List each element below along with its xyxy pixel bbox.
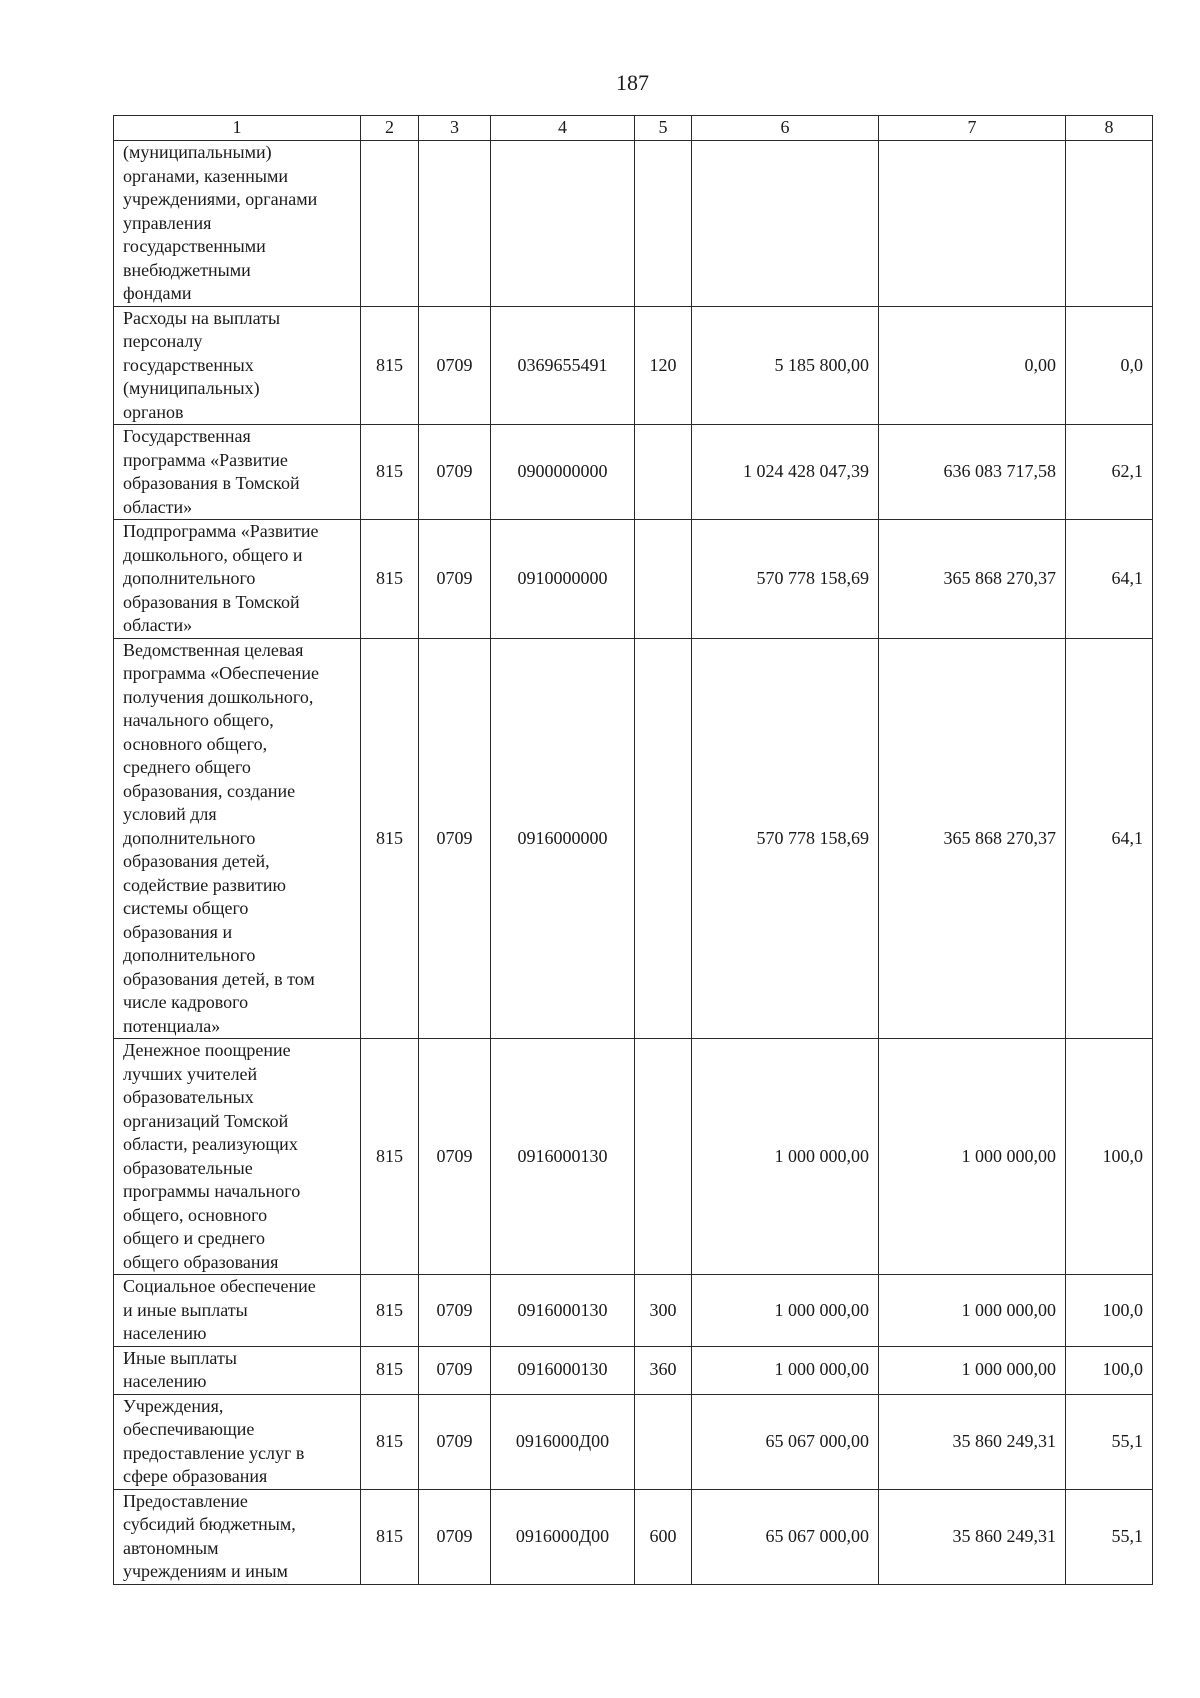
header-cell: 6	[692, 116, 879, 141]
budget-table	[113, 115, 1153, 1585]
cell-expense-type: 360	[635, 1346, 692, 1394]
table-row	[114, 520, 1153, 639]
cell-ministry: 815	[361, 306, 419, 425]
cell-ministry: 815	[361, 520, 419, 639]
row-name: Иные выплаты населению	[114, 1346, 361, 1394]
cell-ministry: 815	[361, 1394, 419, 1489]
row-name: (муниципальными) органами, казенными учреждениями, органами управления государственными внебюджетными фондами	[114, 141, 361, 307]
cell-plan: 570 778 158,69	[692, 638, 879, 1039]
table-row	[114, 306, 1153, 425]
cell-target-article: 0916000130	[491, 1039, 635, 1275]
cell-actual: 35 860 249,31	[879, 1489, 1066, 1584]
header-cell: 2	[361, 116, 419, 141]
cell-actual: 636 083 717,58	[879, 425, 1066, 520]
cell-actual: 0,00	[879, 306, 1066, 425]
header-cell: 1	[114, 116, 361, 141]
cell-ministry: 815	[361, 1039, 419, 1275]
cell-actual: 1 000 000,00	[879, 1039, 1066, 1275]
cell-percent: 64,1	[1066, 520, 1153, 639]
cell-percent: 100,0	[1066, 1275, 1153, 1347]
cell-ministry: 815	[361, 425, 419, 520]
row-name: Подпрограмма «Развитие дошкольного, общего и дополнительного образования в Томской области»	[114, 520, 361, 639]
cell-target-article: 0916000130	[491, 1275, 635, 1347]
row-name: Ведомственная целевая программа «Обеспечение получения дошкольного, начального общего, основного общего, среднего общего образования, создание условий для дополнительного образования детей, содействие развитию системы общего образования и дополнительного образования детей, в том числе кадрового потенциала»	[114, 638, 361, 1039]
cell-plan	[692, 141, 879, 307]
cell-ministry: 815	[361, 1275, 419, 1347]
table-row	[114, 425, 1153, 520]
cell-plan: 1 000 000,00	[692, 1275, 879, 1347]
cell-ministry	[361, 141, 419, 307]
cell-target-article: 0916000Д00	[491, 1394, 635, 1489]
cell-expense-type	[635, 520, 692, 639]
cell-section: 0709	[419, 1275, 491, 1347]
page-number: 187	[616, 70, 649, 95]
cell-percent: 55,1	[1066, 1489, 1153, 1584]
cell-section: 0709	[419, 1039, 491, 1275]
cell-target-article: 0916000130	[491, 1346, 635, 1394]
cell-target-article: 0900000000	[491, 425, 635, 520]
row-name: Социальное обеспечение и иные выплаты населению	[114, 1275, 361, 1347]
cell-plan: 570 778 158,69	[692, 520, 879, 639]
header-cell: 7	[879, 116, 1066, 141]
cell-percent: 62,1	[1066, 425, 1153, 520]
cell-percent: 100,0	[1066, 1039, 1153, 1275]
row-name: Денежное поощрение лучших учителей образовательных организаций Томской области, реализующих образовательные программы начального общего, основного общего и среднего общего образования	[114, 1039, 361, 1275]
cell-plan: 1 024 428 047,39	[692, 425, 879, 520]
cell-actual: 1 000 000,00	[879, 1346, 1066, 1394]
cell-section: 0709	[419, 520, 491, 639]
cell-percent	[1066, 141, 1153, 307]
cell-actual: 1 000 000,00	[879, 1275, 1066, 1347]
cell-percent: 100,0	[1066, 1346, 1153, 1394]
header-cell: 3	[419, 116, 491, 141]
cell-ministry: 815	[361, 1346, 419, 1394]
cell-actual	[879, 141, 1066, 307]
cell-expense-type	[635, 425, 692, 520]
cell-section	[419, 141, 491, 307]
cell-plan: 65 067 000,00	[692, 1394, 879, 1489]
table-row	[114, 1039, 1153, 1275]
cell-expense-type	[635, 1394, 692, 1489]
row-name: Предоставление субсидий бюджетным, автономным учреждениям и иным	[114, 1489, 361, 1584]
table-row	[114, 1275, 1153, 1347]
cell-actual: 35 860 249,31	[879, 1394, 1066, 1489]
header-cell: 5	[635, 116, 692, 141]
row-name: Государственная программа «Развитие образования в Томской области»	[114, 425, 361, 520]
cell-target-article	[491, 141, 635, 307]
table-row	[114, 141, 1153, 307]
cell-section: 0709	[419, 306, 491, 425]
cell-expense-type	[635, 141, 692, 307]
cell-actual: 365 868 270,37	[879, 520, 1066, 639]
cell-ministry: 815	[361, 638, 419, 1039]
cell-plan: 5 185 800,00	[692, 306, 879, 425]
row-name: Расходы на выплаты персоналу государственных (муниципальных) органов	[114, 306, 361, 425]
table-row	[114, 638, 1153, 1039]
row-name: Учреждения, обеспечивающие предоставление услуг в сфере образования	[114, 1394, 361, 1489]
table-row	[114, 1394, 1153, 1489]
table-row	[114, 1346, 1153, 1394]
cell-plan: 65 067 000,00	[692, 1489, 879, 1584]
cell-section: 0709	[419, 1394, 491, 1489]
cell-target-article: 0916000Д00	[491, 1489, 635, 1584]
header-cell: 8	[1066, 116, 1153, 141]
cell-section: 0709	[419, 425, 491, 520]
cell-plan: 1 000 000,00	[692, 1346, 879, 1394]
cell-section: 0709	[419, 1346, 491, 1394]
cell-section: 0709	[419, 638, 491, 1039]
cell-target-article: 0916000000	[491, 638, 635, 1039]
cell-percent: 64,1	[1066, 638, 1153, 1039]
cell-ministry: 815	[361, 1489, 419, 1584]
header-cell: 4	[491, 116, 635, 141]
cell-expense-type: 600	[635, 1489, 692, 1584]
cell-percent: 0,0	[1066, 306, 1153, 425]
cell-percent: 55,1	[1066, 1394, 1153, 1489]
cell-expense-type: 120	[635, 306, 692, 425]
cell-target-article: 0910000000	[491, 520, 635, 639]
cell-target-article: 0369655491	[491, 306, 635, 425]
cell-plan: 1 000 000,00	[692, 1039, 879, 1275]
header-row	[114, 116, 1153, 141]
cell-section: 0709	[419, 1489, 491, 1584]
cell-expense-type	[635, 1039, 692, 1275]
cell-expense-type: 300	[635, 1275, 692, 1347]
cell-actual: 365 868 270,37	[879, 638, 1066, 1039]
table-row	[114, 1489, 1153, 1584]
cell-expense-type	[635, 638, 692, 1039]
